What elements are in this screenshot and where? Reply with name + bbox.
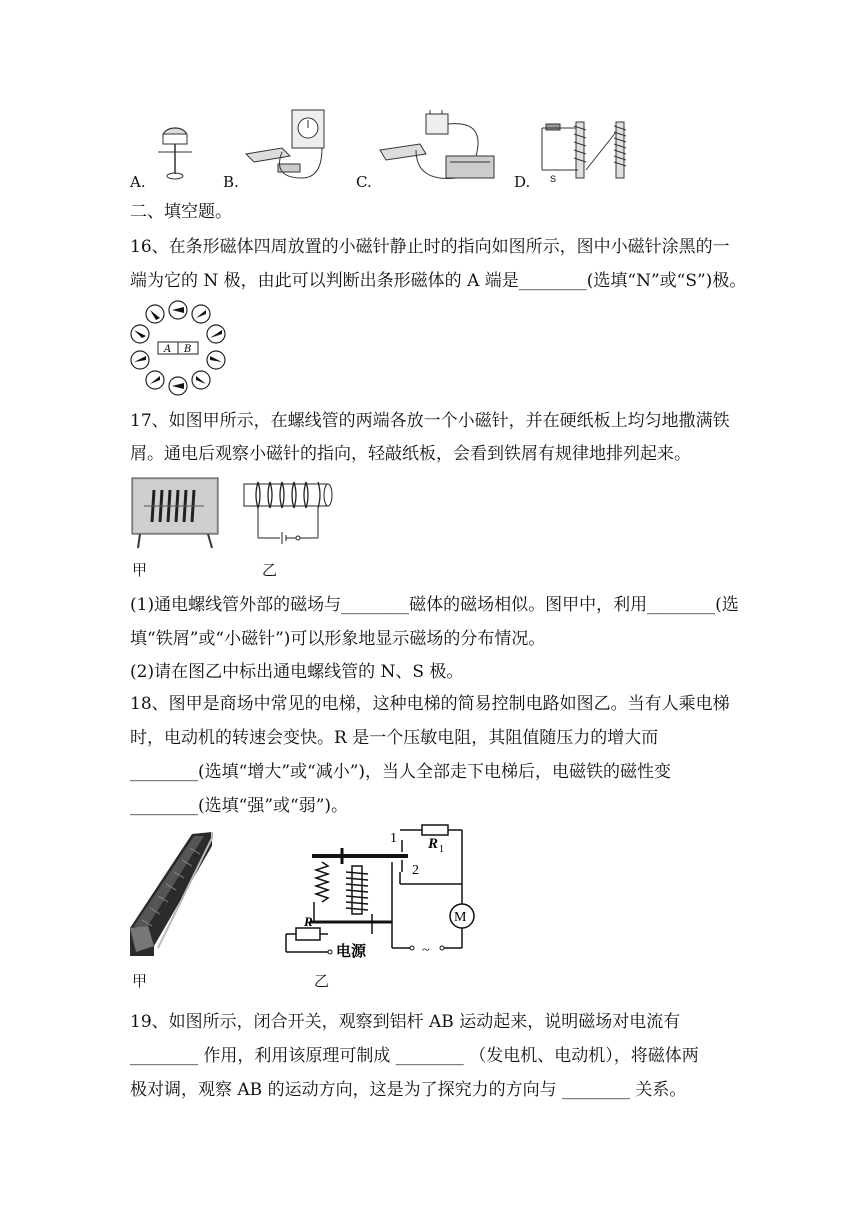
q18-text-line-1: 18、图甲是商场中常见的电梯，这种电梯的简易控制电路如图乙。当有人乘电梯 — [130, 694, 730, 714]
section-heading: 二、填空题。 — [130, 202, 232, 222]
q19-text-line-2: ________ 作用，利用该原理可制成 ________ （发电机、电动机），将磁体两 — [130, 1046, 699, 1066]
q16-end-b-label: B — [184, 344, 192, 355]
q18-contact-2-label: 2 — [412, 863, 419, 878]
q15-option-a-label[interactable]: A. — [130, 173, 146, 191]
q16-text-line-1: 16、在条形磁体四周放置的小磁针静止时的指向如图所示，图中小磁针涂黑的一 — [130, 237, 730, 257]
q17-figure-jia-caption: 甲 — [132, 561, 148, 579]
q17-part1-line-1: (1)通电螺线管外部的磁场与________磁体的磁场相似。图甲中，利用________(选 — [130, 595, 739, 615]
q17-part2: (2)请在图乙中标出通电螺线管的 N、S 极。 — [130, 662, 464, 682]
q17-text-line-1: 17、如图甲所示，在螺线管的两端各放一个小磁针，并在硬纸板上均匀地撒满铁 — [130, 411, 730, 431]
q18-text-line-3: ________(选填“增大”或“减小”)，当人全部走下电梯后，电磁铁的磁性变 — [130, 762, 672, 782]
q18-motor-label: M — [454, 910, 467, 925]
q17-text-line-2: 屑。通电后观察小磁针的指向，轻敲纸板，会看到铁屑有规律地排列起来。 — [130, 444, 691, 464]
q16-end-a-label: A — [164, 344, 172, 355]
q18-r-label: R — [304, 914, 313, 929]
q15-option-a-figure — [150, 124, 200, 182]
q18-figure-jia-caption: 甲 — [132, 972, 148, 990]
q18-r1-label: R — [428, 836, 439, 852]
q18-ac-symbol: ~ — [422, 943, 430, 958]
q16-text-line-2: 端为它的 N 极，由此可以判断出条形磁体的 A 端是________(选填“N”或“S”)极。 — [130, 271, 747, 291]
q18-figure-yi-control-circuit — [282, 822, 482, 966]
q19-text-line-3: 极对调，观察 AB 的运动方向，这是为了探究力的方向与 ________ 关系。 — [130, 1080, 687, 1100]
q19-text-line-1: 19、如图所示，闭合开关，观察到铝杆 AB 运动起来，说明磁场对电流有 — [130, 1012, 681, 1032]
q16-compass-figure — [128, 300, 228, 396]
q17-figure-jia-solenoid-photo — [130, 476, 222, 552]
q18-contact-1-label: 1 — [390, 831, 397, 846]
q15-option-b-figure — [242, 108, 332, 184]
q18-text-line-2: 时，电动机的转速会变快。R 是一个压敏电阻，其阻值随压力的增大而 — [130, 728, 659, 748]
q17-figure-yi-caption: 乙 — [262, 561, 278, 579]
q18-figure-yi-caption: 乙 — [314, 972, 330, 990]
q17-part1-line-2: 填“铁屑”或“小磁针”)可以形象地显示磁场的分布情况。 — [130, 629, 546, 649]
q17-figure-yi-solenoid-circuit — [236, 476, 336, 550]
q15-option-d-label[interactable]: D. — [514, 173, 531, 191]
q18-r1-subscript: 1 — [439, 844, 444, 855]
q15-option-c-label[interactable]: C. — [356, 173, 372, 191]
q15-option-b-label[interactable]: B. — [223, 173, 239, 191]
q18-text-line-4: ________(选填“强”或“弱”)。 — [130, 796, 349, 816]
q15-switch-label: S — [550, 174, 557, 184]
q15-option-d-figure — [538, 120, 638, 186]
q18-figure-jia-escalator — [128, 828, 214, 958]
q15-option-c-figure — [376, 110, 502, 186]
q18-power-label: 电源 — [336, 942, 367, 960]
